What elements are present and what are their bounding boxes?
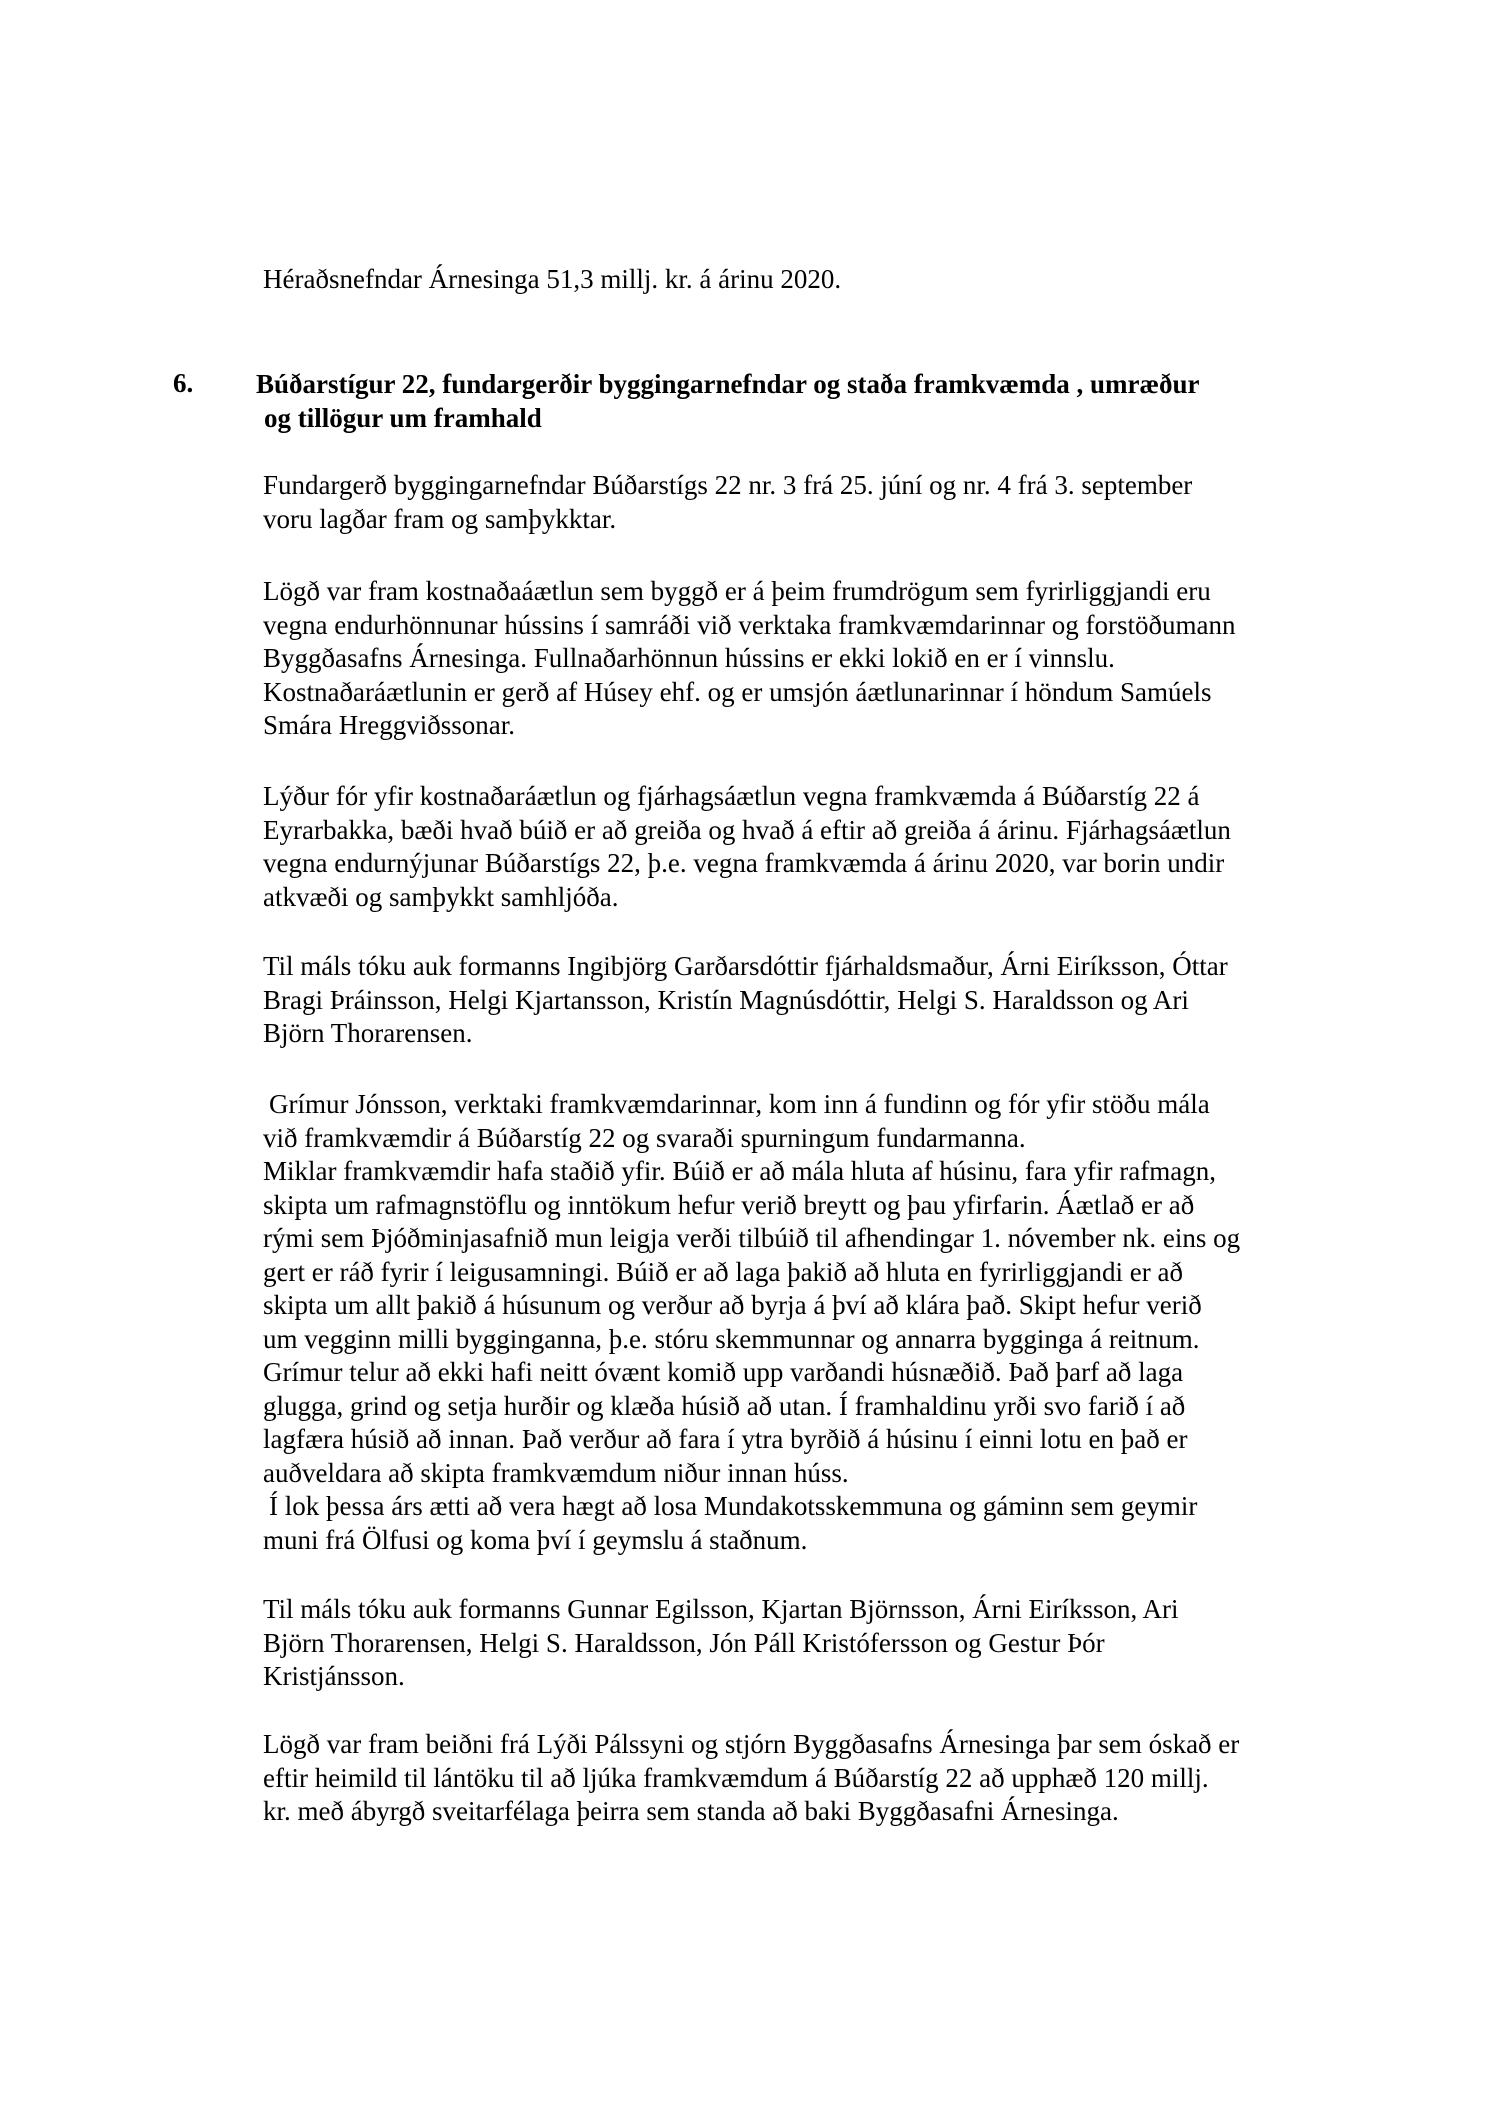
- text-line: skipta um allt þakið á húsunum og verður að byrja á því að klára það. Skipt hefur verið: [263, 1290, 1202, 1320]
- text-line: Grímur telur að ekki hafi neitt óvænt komið upp varðandi húsnæðið. Það þarf að laga: [263, 1357, 1184, 1387]
- paragraph-contractor-report: [263, 1088, 1343, 1557]
- text-line: Kostnaðaráætlunin er gerð af Húsey ehf. og er umsjón áætlunarinnar í höndum Samúels: [263, 676, 1212, 707]
- text-line: muni frá Ölfusi og koma því í geymslu á staðnum.: [263, 1524, 808, 1555]
- paragraph-minutes-approved: [263, 469, 1343, 536]
- text-line: voru lagðar fram og samþykktar.: [263, 503, 617, 534]
- paragraph-loan-request: [263, 1728, 1343, 1829]
- text-line: lagfæra húsið að innan. Það verður að fara í ytra byrðið á húsinu í einni lotu en það er: [263, 1424, 1188, 1454]
- text-line: Smára Hreggviðssonar.: [263, 710, 515, 740]
- paragraph-intro: [263, 263, 1343, 297]
- text-line: atkvæði og samþykkt samhljóða.: [263, 881, 619, 912]
- section-number: 6.: [173, 368, 194, 398]
- text-line: gert er ráð fyrir í leigusamningi. Búið er að laga þakið að hluta en fyrirliggjandi er að: [263, 1256, 1183, 1287]
- paragraph-budget: [263, 780, 1343, 914]
- text-line: um vegginn milli bygginganna, þ.e. stóru skemmunnar og annarra bygginga á reitnum.: [263, 1323, 1200, 1354]
- text-line: Til máls tóku auk formanns Ingibjörg Garðarsdóttir fjárhaldsmaður, Árni Eiríksson, Óttar: [263, 951, 1228, 981]
- text-line: vegna endurhönnunar hússins í samráði við verktaka framkvæmdarinnar og forstöðumann: [263, 609, 1236, 640]
- text-line: við framkvæmdir á Búðarstíg 22 og svaraði spurningum fundarmanna.: [263, 1122, 1026, 1153]
- text-line: rými sem Þjóðminjasafnið mun leigja verði tilbúið til afhendingar 1. nóvember nk. eins og: [263, 1223, 1241, 1253]
- paragraph-speakers-1: [263, 950, 1343, 1051]
- text-line: auðveldara að skipta framkvæmdum niður innan húss.: [263, 1457, 849, 1488]
- text-line: Fundargerð byggingarnefndar Búðarstígs 22 nr. 3 frá 25. júní og nr. 4 frá 3. september: [263, 470, 1193, 500]
- paragraph-cost-estimate: [263, 575, 1343, 743]
- text-line: eftir heimild til lántöku til að ljúka framkvæmdum á Búðarstíg 22 að upphæð 120 millj.: [263, 1762, 1209, 1793]
- section-title-line: Búðarstígur 22, fundargerðir byggingarnefndar og staða framkvæmda , umræður: [256, 369, 1200, 399]
- text-line: kr. með ábyrgð sveitarfélaga þeirra sem standa að baki Byggðasafni Árnesinga.: [263, 1796, 1119, 1826]
- section-title-line: og tillögur um framhald: [264, 403, 542, 433]
- text-line: Björn Thorarensen.: [263, 1018, 473, 1048]
- text-line: Kristjánsson.: [263, 1661, 405, 1691]
- text-line: glugga, grind og setja hurðir og klæða húsið að utan. Í framhaldinu yrði svo farið í að: [263, 1390, 1186, 1421]
- text-line: Miklar framkvæmdir hafa staðið yfir. Búið er að mála hluta af húsinu, fara yfir rafmagn,: [263, 1156, 1216, 1186]
- text-line: vegna endurnýjunar Búðarstígs 22, þ.e. vegna framkvæmda á árinu 2020, var borin undir: [263, 848, 1225, 878]
- paragraph-speakers-2: [263, 1593, 1343, 1694]
- text-line: Héraðsnefndar Árnesinga 51,3 millj. kr. á árinu 2020.: [263, 264, 842, 294]
- text-line: Grímur Jónsson, verktaki framkvæmdarinnar, kom inn á fundinn og fór yfir stöðu mála: [269, 1089, 1210, 1119]
- text-line: skipta um rafmagnstöflu og inntökum hefur verið breytt og þau yfirfarin. Áætlað er að: [263, 1189, 1195, 1220]
- text-line: Lögð var fram kostnaðaáætlun sem byggð er á þeim frumdrögum sem fyrirliggjandi eru: [263, 576, 1211, 606]
- section-title: [256, 367, 1346, 435]
- text-line: Eyrarbakka, bæði hvað búið er að greiða og hvað á eftir að greiða á árinu. Fjárhagsáætlun: [263, 814, 1231, 845]
- text-line: Bragi Þráinsson, Helgi Kjartansson, Kristín Magnúsdóttir, Helgi S. Haraldsson og Ari: [263, 984, 1189, 1015]
- text-line: Byggðasafns Árnesinga. Fullnaðarhönnun hússins er ekki lokið en er í vinnslu.: [263, 643, 1115, 673]
- text-line: Lýður fór yfir kostnaðaráætlun og fjárhagsáætlun vegna framkvæmda á Búðarstíg 22 á: [263, 781, 1200, 811]
- text-line: Björn Thorarensen, Helgi S. Haraldsson, Jón Páll Kristófersson og Gestur Þór: [263, 1627, 1105, 1658]
- text-line: Lögð var fram beiðni frá Lýði Pálssyni og stjórn Byggðasafns Árnesinga þar sem óskað er: [263, 1729, 1240, 1759]
- text-line: Í lok þessa árs ætti að vera hægt að losa Mundakotsskemmuna og gáminn sem geymir: [269, 1491, 1198, 1521]
- text-line: Til máls tóku auk formanns Gunnar Egilsson, Kjartan Björnsson, Árni Eiríksson, Ari: [263, 1594, 1179, 1624]
